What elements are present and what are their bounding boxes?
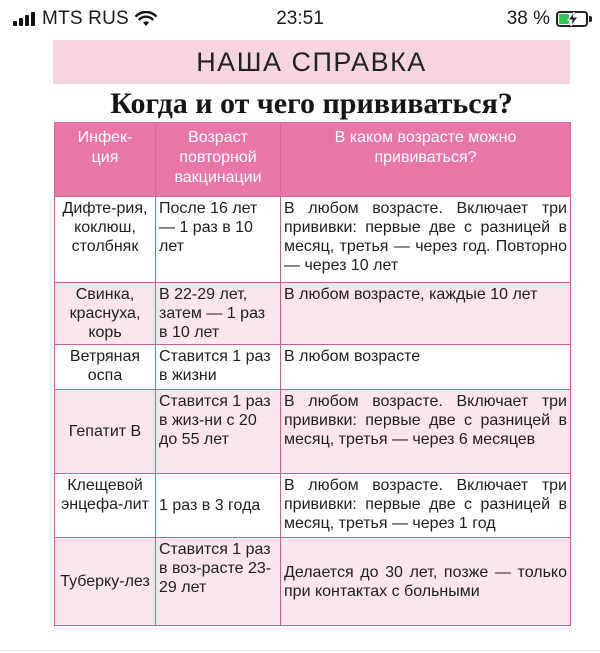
- divider: [0, 650, 600, 651]
- when-cell: В любом возрасте. Включает три прививки: первые две с разницей в месяц, третья — через год. Повторно — через 10 лет: [281, 197, 571, 283]
- revaccination-cell: 1 раз в 3 года: [156, 474, 281, 538]
- when-cell: В любом возрасте, каждые 10 лет: [281, 283, 571, 345]
- column-header-revaccination: Возраст повторной вакцинации: [156, 123, 281, 197]
- status-right: [507, 8, 592, 30]
- clock: 23:51: [276, 8, 324, 29]
- battery-tip: [589, 16, 592, 22]
- when-cell: В любом возрасте: [281, 345, 571, 390]
- revaccination-cell: Ставится 1 раз в жизни: [156, 345, 281, 390]
- revaccination-cell: После 16 лет — 1 раз в 10 лет: [156, 197, 281, 283]
- when-cell: В любом возрасте. Включает три прививки: первые две с разницей в месяц, третья — через 6 месяцев: [281, 390, 571, 474]
- infection-cell: Свинка, краснуха, корь: [55, 283, 156, 345]
- charging-bolt-icon: [567, 12, 579, 26]
- column-header-when: В каком возрасте можно прививаться?: [281, 123, 571, 197]
- infection-cell: Клещевой энцефа-лит: [55, 474, 156, 538]
- table-row: [55, 197, 571, 283]
- section-label: НАША СПРАВКА: [196, 47, 427, 77]
- table-row: [55, 283, 571, 345]
- table-row: [55, 390, 571, 474]
- infection-cell: Гепатит В: [55, 390, 156, 474]
- table-row: [55, 345, 571, 390]
- infection-cell: Ветряная оспа: [55, 345, 156, 390]
- revaccination-cell: Ставится 1 раз в жиз-ни с 20 до 55 лет: [156, 390, 281, 474]
- status-bar: [0, 0, 600, 38]
- table-row: [55, 474, 571, 538]
- section-label-band: [53, 40, 570, 84]
- battery-percent: 38 %: [506, 8, 550, 29]
- infection-cell: Туберку-лез: [55, 538, 156, 626]
- battery-icon: [556, 11, 588, 27]
- when-cell: В любом возрасте. Включает три прививки: первые две с разницей в месяц, третья — через 1 год: [281, 474, 571, 538]
- revaccination-cell: В 22-29 лет, затем — 1 раз в 10 лет: [156, 283, 281, 345]
- revaccination-cell: Ставится 1 раз в воз-расте 23-29 лет: [156, 538, 281, 626]
- carrier-name: MTS RUS: [42, 8, 129, 29]
- vaccination-table: [54, 122, 571, 626]
- article-title: Когда и от чего прививаться?: [110, 87, 513, 120]
- when-cell: Делается до 30 лет, позже — только при контактах с больными: [281, 538, 571, 626]
- table-header-row: [55, 123, 571, 197]
- infection-cell: Дифте-рия, коклюш, столбняк: [55, 197, 156, 283]
- column-header-infection: Инфек-ция: [55, 123, 156, 197]
- table-row: [55, 538, 571, 626]
